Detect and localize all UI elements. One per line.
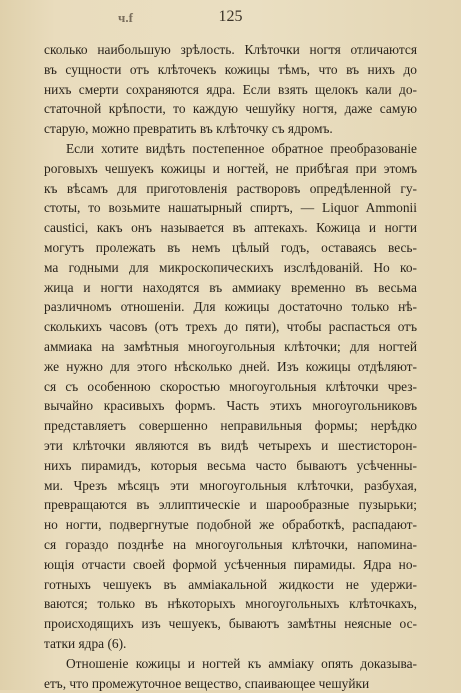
text-line: различномъ отношеніи. Для кожицы достаточно только нѣ- <box>44 297 417 317</box>
library-stamp: ч.f <box>118 10 133 26</box>
text-line: нихъ пирамидъ, которыя весьма часто бываютъ усѣченны- <box>44 456 417 476</box>
text-line: сколькихъ часовъ (отъ трехъ до пяти), чтобы распасться отъ <box>44 317 417 337</box>
text-line: caustici, какъ онъ называется въ аптекахъ. Кожица и ногти <box>44 218 417 238</box>
text-line: ми. Чрезъ мѣсяцъ эти многоугольныя клѣточки, разбухая, <box>44 476 417 496</box>
paragraph <box>44 654 417 693</box>
paragraph <box>44 40 417 139</box>
text-line: ма годными для микроскопическихъ изслѣдованій. Но ко- <box>44 258 417 278</box>
text-line: роговыхъ чешуекъ кожицы и ногтей, не прибѣгая при этомъ <box>44 159 417 179</box>
text-line: къ вѣсамъ для приготовленія растворовъ опредѣленной гу- <box>44 179 417 199</box>
text-line: ваются; только въ нѣкоторыхъ многоугольныхъ клѣточкахъ, <box>44 594 417 614</box>
text-line: въ сущности отъ клѣточекъ кожицы тѣмъ, что въ нихъ до <box>44 60 417 80</box>
text-line: превращаются въ эллиптическіе и шарообразные пузырьки; <box>44 495 417 515</box>
text-line: стоты, то возьмите нашатырный спиртъ, — Liquor Ammonii <box>44 198 417 218</box>
page-text-body <box>44 40 417 693</box>
text-line: сколько наибольшую зрѣлость. Клѣточки ногтя отличаются <box>44 40 417 60</box>
text-line: происходящихъ изъ чешуекъ, бываютъ замѣтны неясные ос- <box>44 614 417 634</box>
text-line: нихъ смерти сохраняются ядра. Если взять щелокъ кали до- <box>44 80 417 100</box>
text-line: аммиака на замѣтныя многоугольныя клѣточки; для ногтей <box>44 337 417 357</box>
text-line: Если хотите видѣть постепенное обратное преобразованіе <box>44 139 417 159</box>
text-line: готныхъ чешуекъ въ аммiакальной жидкости не удержи- <box>44 575 417 595</box>
text-line: вычайно красивыхъ формъ. Часть этихъ многоугольниковъ <box>44 396 417 416</box>
text-line: но ногти, подвергнутые подобной же обработкѣ, распадают- <box>44 515 417 535</box>
text-line: етъ, что промежуточное вещество, спаивающее чешуйки <box>44 674 417 693</box>
text-line: могутъ пролежать въ немъ цѣлый годъ, оставаясь весь- <box>44 238 417 258</box>
text-line: Отношеніе кожицы и ногтей къ аммiаку опять доказыва- <box>44 654 417 674</box>
text-line: представляетъ совершенно неправильныя формы; нерѣдко <box>44 416 417 436</box>
text-line: статочной крѣпости, то каждую чешуйку ногтя, даже самую <box>44 99 417 119</box>
text-line: же нужно для этого нѣсколько дней. Изъ кожицы отдѣляют- <box>44 357 417 377</box>
text-line: ся гораздо позднѣе на многоугольныя клѣточки, напомина- <box>44 535 417 555</box>
text-line: татки ядра (6). <box>44 634 417 654</box>
text-line: ся съ особенною скоростью многоугольныя клѣточки чрез- <box>44 377 417 397</box>
text-line: старую, можно превратить въ клѣточку съ ядромъ. <box>44 119 417 139</box>
text-line: жица и ногти находятся въ аммиаку временно въ весьма <box>44 278 417 298</box>
text-line: ющія отчасти своей формой усѣченныя пирамиды. Ядра но- <box>44 555 417 575</box>
text-line: эти клѣточки являются въ видѣ четырехъ и шестисторон- <box>44 436 417 456</box>
paragraph <box>44 139 417 654</box>
page-number: 125 <box>0 8 461 26</box>
